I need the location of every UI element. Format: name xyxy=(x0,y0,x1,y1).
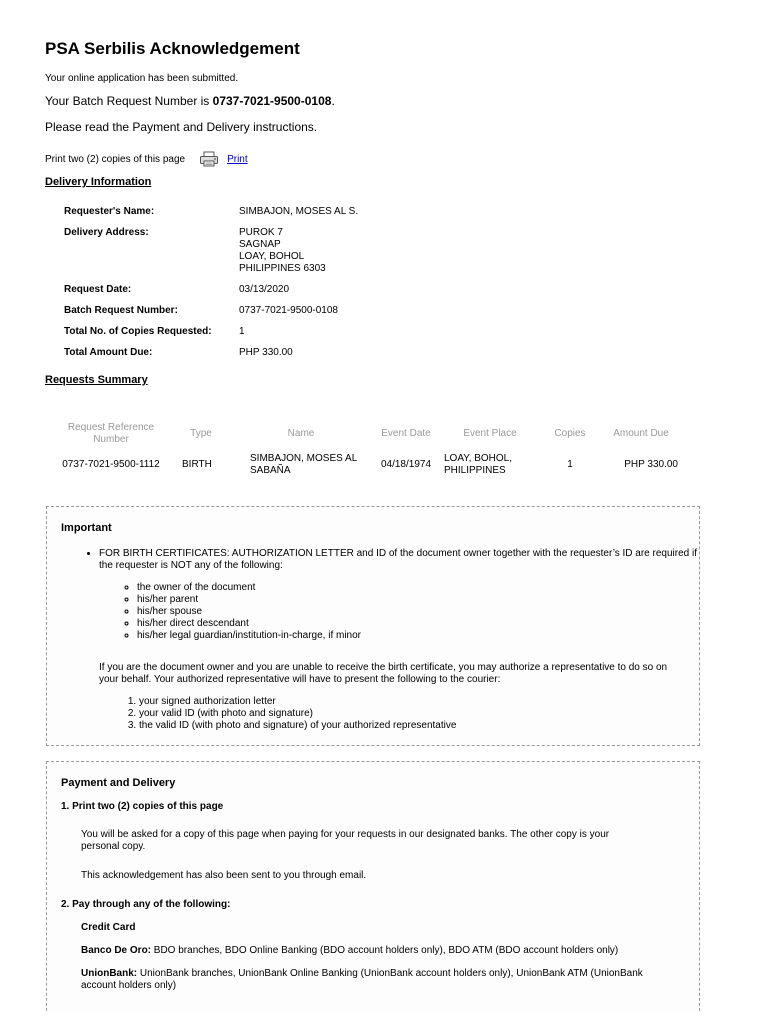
payment-step-1-paragraph: You will be asked for a copy of this page when paying for your requests in our designated banks. The other copy is your personal copy. xyxy=(81,829,610,852)
email-note: This acknowledgement has also been sent to you through email. xyxy=(81,870,367,881)
list-item: ◦ the owner of the document xyxy=(137,582,699,594)
important-title: Important xyxy=(61,522,112,534)
batch-suffix: . xyxy=(331,94,335,108)
info-label: Batch Request Number: xyxy=(64,305,178,316)
acknowledgement-page xyxy=(45,38,705,482)
batch-message xyxy=(45,93,705,109)
requests-summary-title: Requests Summary xyxy=(45,374,148,386)
cell-amount: PHP 330.00 xyxy=(624,459,678,470)
delivery-info-title: Delivery Information xyxy=(45,176,152,188)
column-header: Request Reference Number xyxy=(67,422,155,445)
column-header: Copies xyxy=(554,428,586,439)
info-label: Total Amount Due: xyxy=(64,347,153,358)
instructions-message: Please read the Payment and Delivery instructions. xyxy=(45,120,318,134)
info-label: Delivery Address: xyxy=(64,227,149,238)
important-list xyxy=(47,548,699,642)
list-item xyxy=(99,548,699,642)
info-row-request-date xyxy=(64,284,705,296)
table-header-row xyxy=(50,420,682,448)
column-header: Event Place xyxy=(463,428,517,439)
payment-box xyxy=(46,761,700,1011)
batch-prefix: Your Batch Request Number is xyxy=(45,94,213,108)
payment-step-1: 1. Print two (2) copies of this page xyxy=(61,801,224,812)
payment-step-2: 2. Pay through any of the following: xyxy=(61,899,231,910)
info-label: Request Date: xyxy=(64,284,132,295)
list-item: 3. the valid ID (with photo and signature) of your authorized representative xyxy=(139,720,699,732)
info-row-copies xyxy=(64,326,705,338)
payment-title: Payment and Delivery xyxy=(61,777,176,789)
address-line: LOAY, BOHOL xyxy=(239,251,305,262)
cell-copies: 1 xyxy=(567,459,573,470)
info-value: SIMBAJON, MOSES AL S. xyxy=(239,206,359,217)
bank-bdo xyxy=(81,945,649,957)
important-box xyxy=(46,506,700,746)
cell-event-place: LOAY, BOHOL, PHILIPPINES xyxy=(444,453,512,476)
info-row-amount xyxy=(64,347,705,359)
print-row xyxy=(45,149,705,169)
bank-name: UnionBank: xyxy=(81,968,138,979)
exception-list xyxy=(99,582,699,642)
bank-details: UnionBank branches, UnionBank Online Banking (UnionBank account holders only), UnionBank ATM (UnionBank account holders only) xyxy=(81,968,643,991)
column-header: Name xyxy=(287,428,315,439)
authorization-paragraph: If you are the document owner and you are unable to receive the birth certificate, you may authorize a representative to do so on your behalf. Your authorized representative will have to present the following to the courier: xyxy=(99,662,668,685)
batch-number: 0737-7021-9500-0108 xyxy=(212,94,332,108)
address-line: SAGNAP xyxy=(239,239,281,250)
table-row xyxy=(50,448,682,482)
column-header: Amount Due xyxy=(613,428,669,439)
cell-ref: 0737-7021-9500-1112 xyxy=(62,459,160,470)
bank-details: BDO branches, BDO Online Banking (BDO account holders only), BDO ATM (BDO account holders only) xyxy=(151,945,619,956)
info-value: 1 xyxy=(239,326,245,337)
print-link[interactable]: Print xyxy=(227,153,248,165)
cell-name: SIMBAJON, MOSES AL SABAÑA xyxy=(250,453,357,476)
info-row-address xyxy=(64,227,705,275)
address-line: PUROK 7 xyxy=(239,227,283,238)
address-line: PHILIPPINES 6303 xyxy=(239,263,326,274)
page-title: PSA Serbilis Acknowledgement xyxy=(45,39,300,58)
submitted-message: Your online application has been submitted. xyxy=(45,73,239,84)
list-item: ◦ his/her legal guardian/institution-in-charge, if minor xyxy=(137,630,699,642)
printer-icon[interactable] xyxy=(199,151,219,167)
info-label: Requester's Name: xyxy=(64,206,155,217)
important-bullet-text: FOR BIRTH CERTIFICATES: AUTHORIZATION LETTER and ID of the document owner together with the requester’s ID are required if the requester is NOT any of the following: xyxy=(99,548,697,571)
credit-card-heading: Credit Card xyxy=(81,922,136,933)
cell-type: BIRTH xyxy=(182,459,212,470)
bank-unionbank xyxy=(81,968,649,992)
cell-event-date: 04/18/1974 xyxy=(380,459,432,470)
column-header: Event Date xyxy=(381,428,431,439)
info-row-batch-number xyxy=(64,305,705,317)
column-header: Type xyxy=(190,428,212,439)
info-value: 03/13/2020 xyxy=(239,284,290,295)
bank-name: Banco De Oro: xyxy=(81,945,152,956)
authorization-list xyxy=(47,696,699,732)
list-item: 1. your signed authorization letter xyxy=(139,696,699,708)
info-label: Total No. of Copies Requested: xyxy=(64,326,212,337)
print-instruction: Print two (2) copies of this page xyxy=(45,153,186,165)
list-item: ◦ his/her direct descendant xyxy=(137,618,699,630)
address-lines xyxy=(239,227,705,275)
info-value: 0737-7021-9500-0108 xyxy=(239,305,338,316)
requests-table xyxy=(50,420,682,482)
list-item: 2. your valid ID (with photo and signature) xyxy=(139,708,699,720)
info-row-requester xyxy=(64,206,705,218)
list-item: ◦ his/her parent xyxy=(137,594,699,606)
list-item: ◦ his/her spouse xyxy=(137,606,699,618)
delivery-info xyxy=(64,206,705,359)
info-value: PHP 330.00 xyxy=(239,347,293,358)
